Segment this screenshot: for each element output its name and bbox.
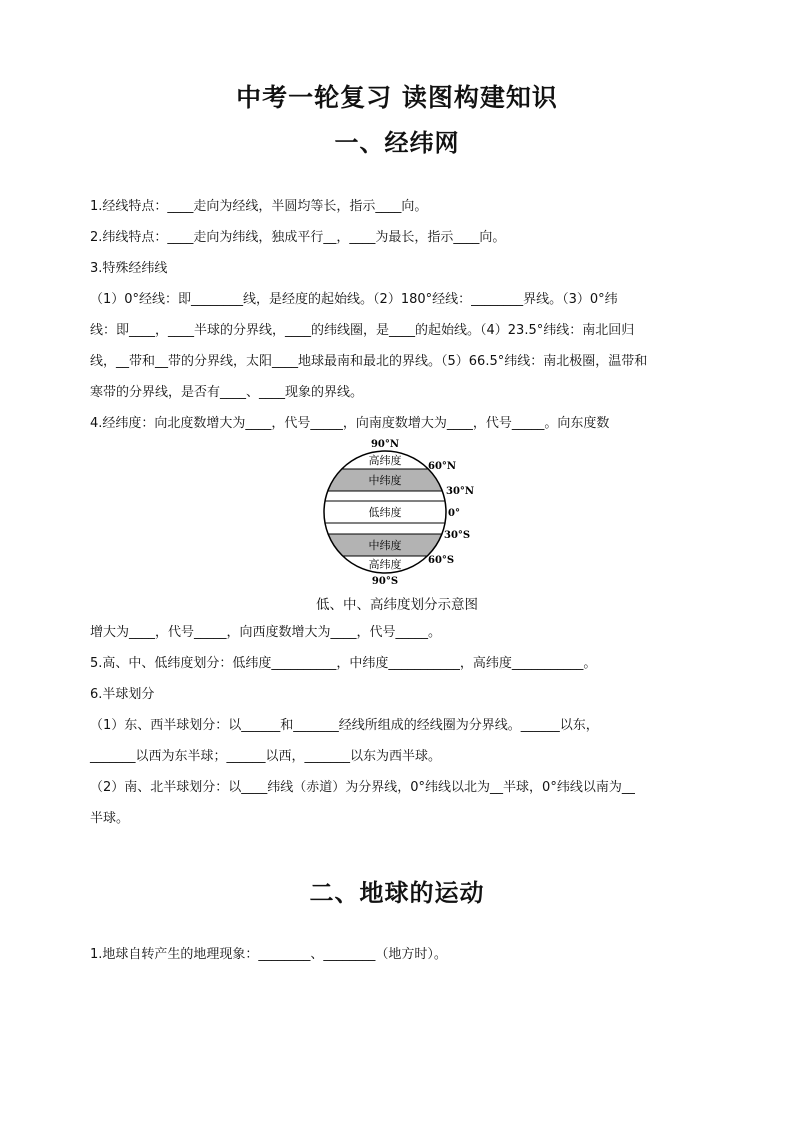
zone-label-mid-north: 中纬度	[368, 474, 402, 487]
text-line-6: 线，__带和__带的分界线，太阳____地球最南和最北的界线。（5）66.5°纬线：南北极圈，温带和	[90, 354, 648, 369]
text-line-3: 3.特殊经纬线	[90, 261, 168, 276]
zone-label-mid-south: 中纬度	[368, 539, 402, 552]
text-line-2: 2.纬线特点：____走向为纬线，独成平行__，____为最长，指示____向。	[90, 230, 506, 245]
zone-label-high-south: 高纬度	[368, 558, 402, 571]
zone-label-low: 低纬度	[368, 506, 402, 519]
text-line-5: 线：即____，____半球的分界线，____的纬线圈，是____的起始线。（4）23.5°纬线：南北回归	[90, 323, 635, 338]
section-title-earth-motion: 二、地球的运动	[309, 878, 485, 907]
latitude-label-60s: 60°S	[428, 555, 455, 566]
latitude-label-90s: 90°S	[371, 576, 399, 587]
latitude-label-30s: 30°S	[444, 530, 471, 541]
section-title-graticule: 一、经纬网	[334, 128, 460, 157]
text-line-7: 寒带的分界线，是否有____、____现象的界线。	[90, 385, 364, 400]
latitude-label-30n: 30°N	[446, 486, 475, 497]
text-line-4: （1）0°经线：即________线，是经度的起始线。（2）180°经线：________界线。（3）0°纬	[90, 292, 618, 307]
latitude-label-90n: 90°N	[370, 439, 400, 450]
latitude-zones-diagram	[0, 432, 794, 592]
text-line-10: 5.高、中、低纬度划分：低纬度__________，中纬度___________，高纬度___________。	[90, 656, 597, 671]
zone-label-high-north: 高纬度	[368, 454, 402, 467]
latitude-label-60n: 60°N	[428, 461, 457, 472]
figure-caption: 低、中、高纬度划分示意图	[316, 597, 478, 613]
text-line-8: 4.经纬度：向北度数增大为____，代号_____，向南度数增大为____，代号_____。向东度数	[90, 416, 610, 431]
page-title: 中考一轮复习 读图构建知识	[236, 83, 558, 112]
text-line-13: _______以西为东半球；______以西，_______以东为西半球。	[90, 749, 442, 764]
text-line-11: 6.半球划分	[90, 687, 155, 702]
text-line-15: 半球。	[90, 811, 130, 826]
text-line-9: 增大为____，代号_____，向西度数增大为____，代号_____。	[90, 625, 442, 640]
text-line-1: 1.经线特点：____走向为经线，半圆均等长，指示____向。	[90, 199, 428, 214]
text-line-12: （1）东、西半球划分：以______和_______经线所组成的经线圈为分界线。______以东，	[90, 718, 599, 733]
text-line-14: （2）南、北半球划分：以____纬线（赤道）为分界线，0°纬线以北为__半球，0°纬线以南为__	[90, 780, 635, 795]
text-line-16: 1.地球自转产生的地理现象：________、________（地方时）。	[90, 947, 447, 962]
latitude-label-0: 0°	[448, 508, 460, 519]
